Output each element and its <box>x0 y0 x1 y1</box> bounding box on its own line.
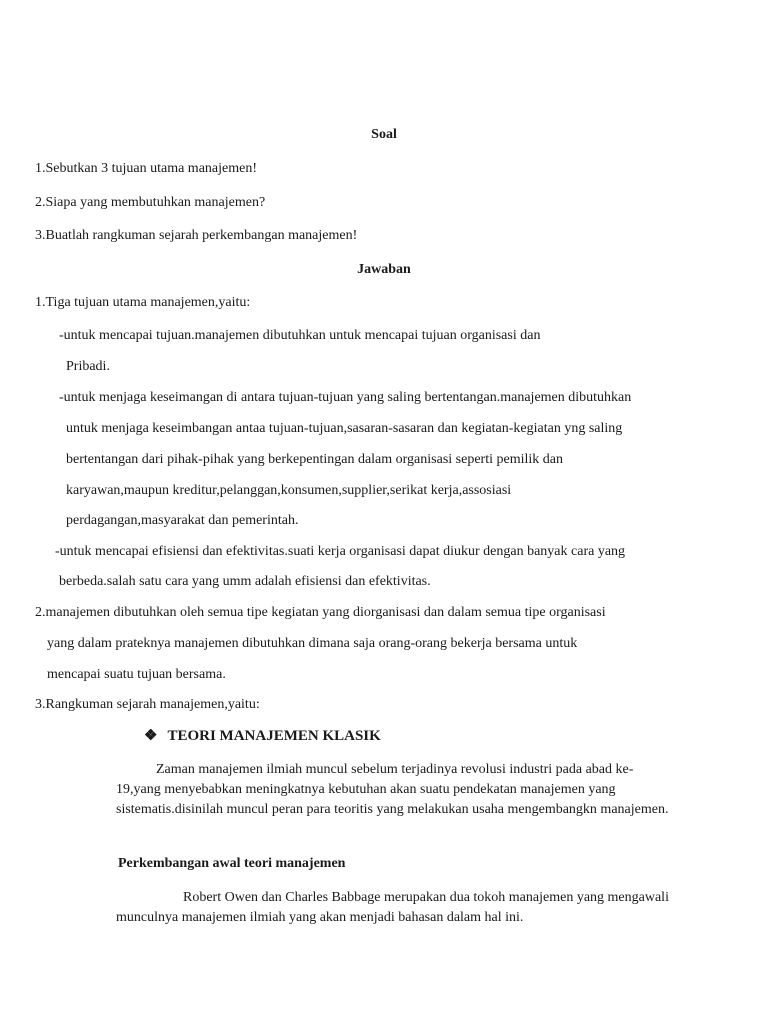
paragraph-klasik: Zaman manajemen ilmiah muncul sebelum terjadinya revolusi industri pada abad ke-19,yang menyebabkan meningkatnya kebutuhan akan suatu pendekatan manajemen yang sistematis.disinilah muncul peran para teoritis yang melakukan usaha mengembangkn manajemen. <box>116 762 669 817</box>
answer-1-heading: 1.Tiga tujuan utama manajemen,yaitu: <box>35 295 251 310</box>
answer-1-line: -untuk mencapai efisiensi dan efektivitas.suati kerja organisasi dapat diukur dengan banyak cara yang <box>55 544 626 559</box>
answer-2-line: yang dalam prateknya manajemen dibutuhkan dimana saja orang-orang bekerja bersama untuk <box>47 636 578 651</box>
answer-3-heading: 3.Rangkuman sejarah manajemen,yaitu: <box>35 697 260 712</box>
answer-1-line: bertentangan dari pihak-pihak yang berkepentingan dalam organisasi seperti pemilik dan <box>66 452 563 467</box>
answer-2-line: 2.manajemen dibutuhkan oleh semua tipe kegiatan yang diorganisasi dan dalam semua tipe organisasi <box>35 605 606 620</box>
subheading: Perkembangan awal teori manajemen <box>118 856 346 871</box>
answer-2-line: mencapai suatu tujuan bersama. <box>47 667 226 682</box>
question-2: 2.Siapa yang membutuhkan manajemen? <box>35 195 266 210</box>
section-title: TEORI MANAJEMEN KLASIK <box>167 728 381 744</box>
answer-1-line: untuk menjaga keseimbangan antaa tujuan-tujuan,sasaran-sasaran dan kegiatan-kegiatan yng saling <box>66 421 623 436</box>
answer-1-line: -untuk mencapai tujuan.manajemen dibutuhkan untuk mencapai tujuan organisasi dan <box>59 328 541 343</box>
answer-1-line: berbeda.salah satu cara yang umm adalah efisiensi dan efektivitas. <box>59 574 431 589</box>
diamond-bullet-icon: ❖ <box>144 728 158 744</box>
answer-1-line: perdagangan,masyarakat dan pemerintah. <box>66 513 299 528</box>
soal-title: Soal <box>371 127 397 142</box>
answer-1-line: Pribadi. <box>66 359 110 374</box>
question-1: 1.Sebutkan 3 tujuan utama manajemen! <box>35 161 257 176</box>
jawaban-title: Jawaban <box>357 262 411 277</box>
paragraph-awal: Robert Owen dan Charles Babbage merupakan dua tokoh manajemen yang mengawali munculnya manajemen ilmiah yang akan menjadi bahasan dalam hal ini. <box>116 890 669 925</box>
answer-1-line: -untuk menjaga keseimangan di antara tujuan-tujuan yang saling bertentangan.manajemen dibutuhkan <box>59 390 632 405</box>
question-3: 3.Buatlah rangkuman sejarah perkembangan manajemen! <box>35 228 358 243</box>
section-heading <box>144 727 381 745</box>
answer-1-line: karyawan,maupun kreditur,pelanggan,konsumen,supplier,serikat kerja,assosiasi <box>66 483 512 498</box>
